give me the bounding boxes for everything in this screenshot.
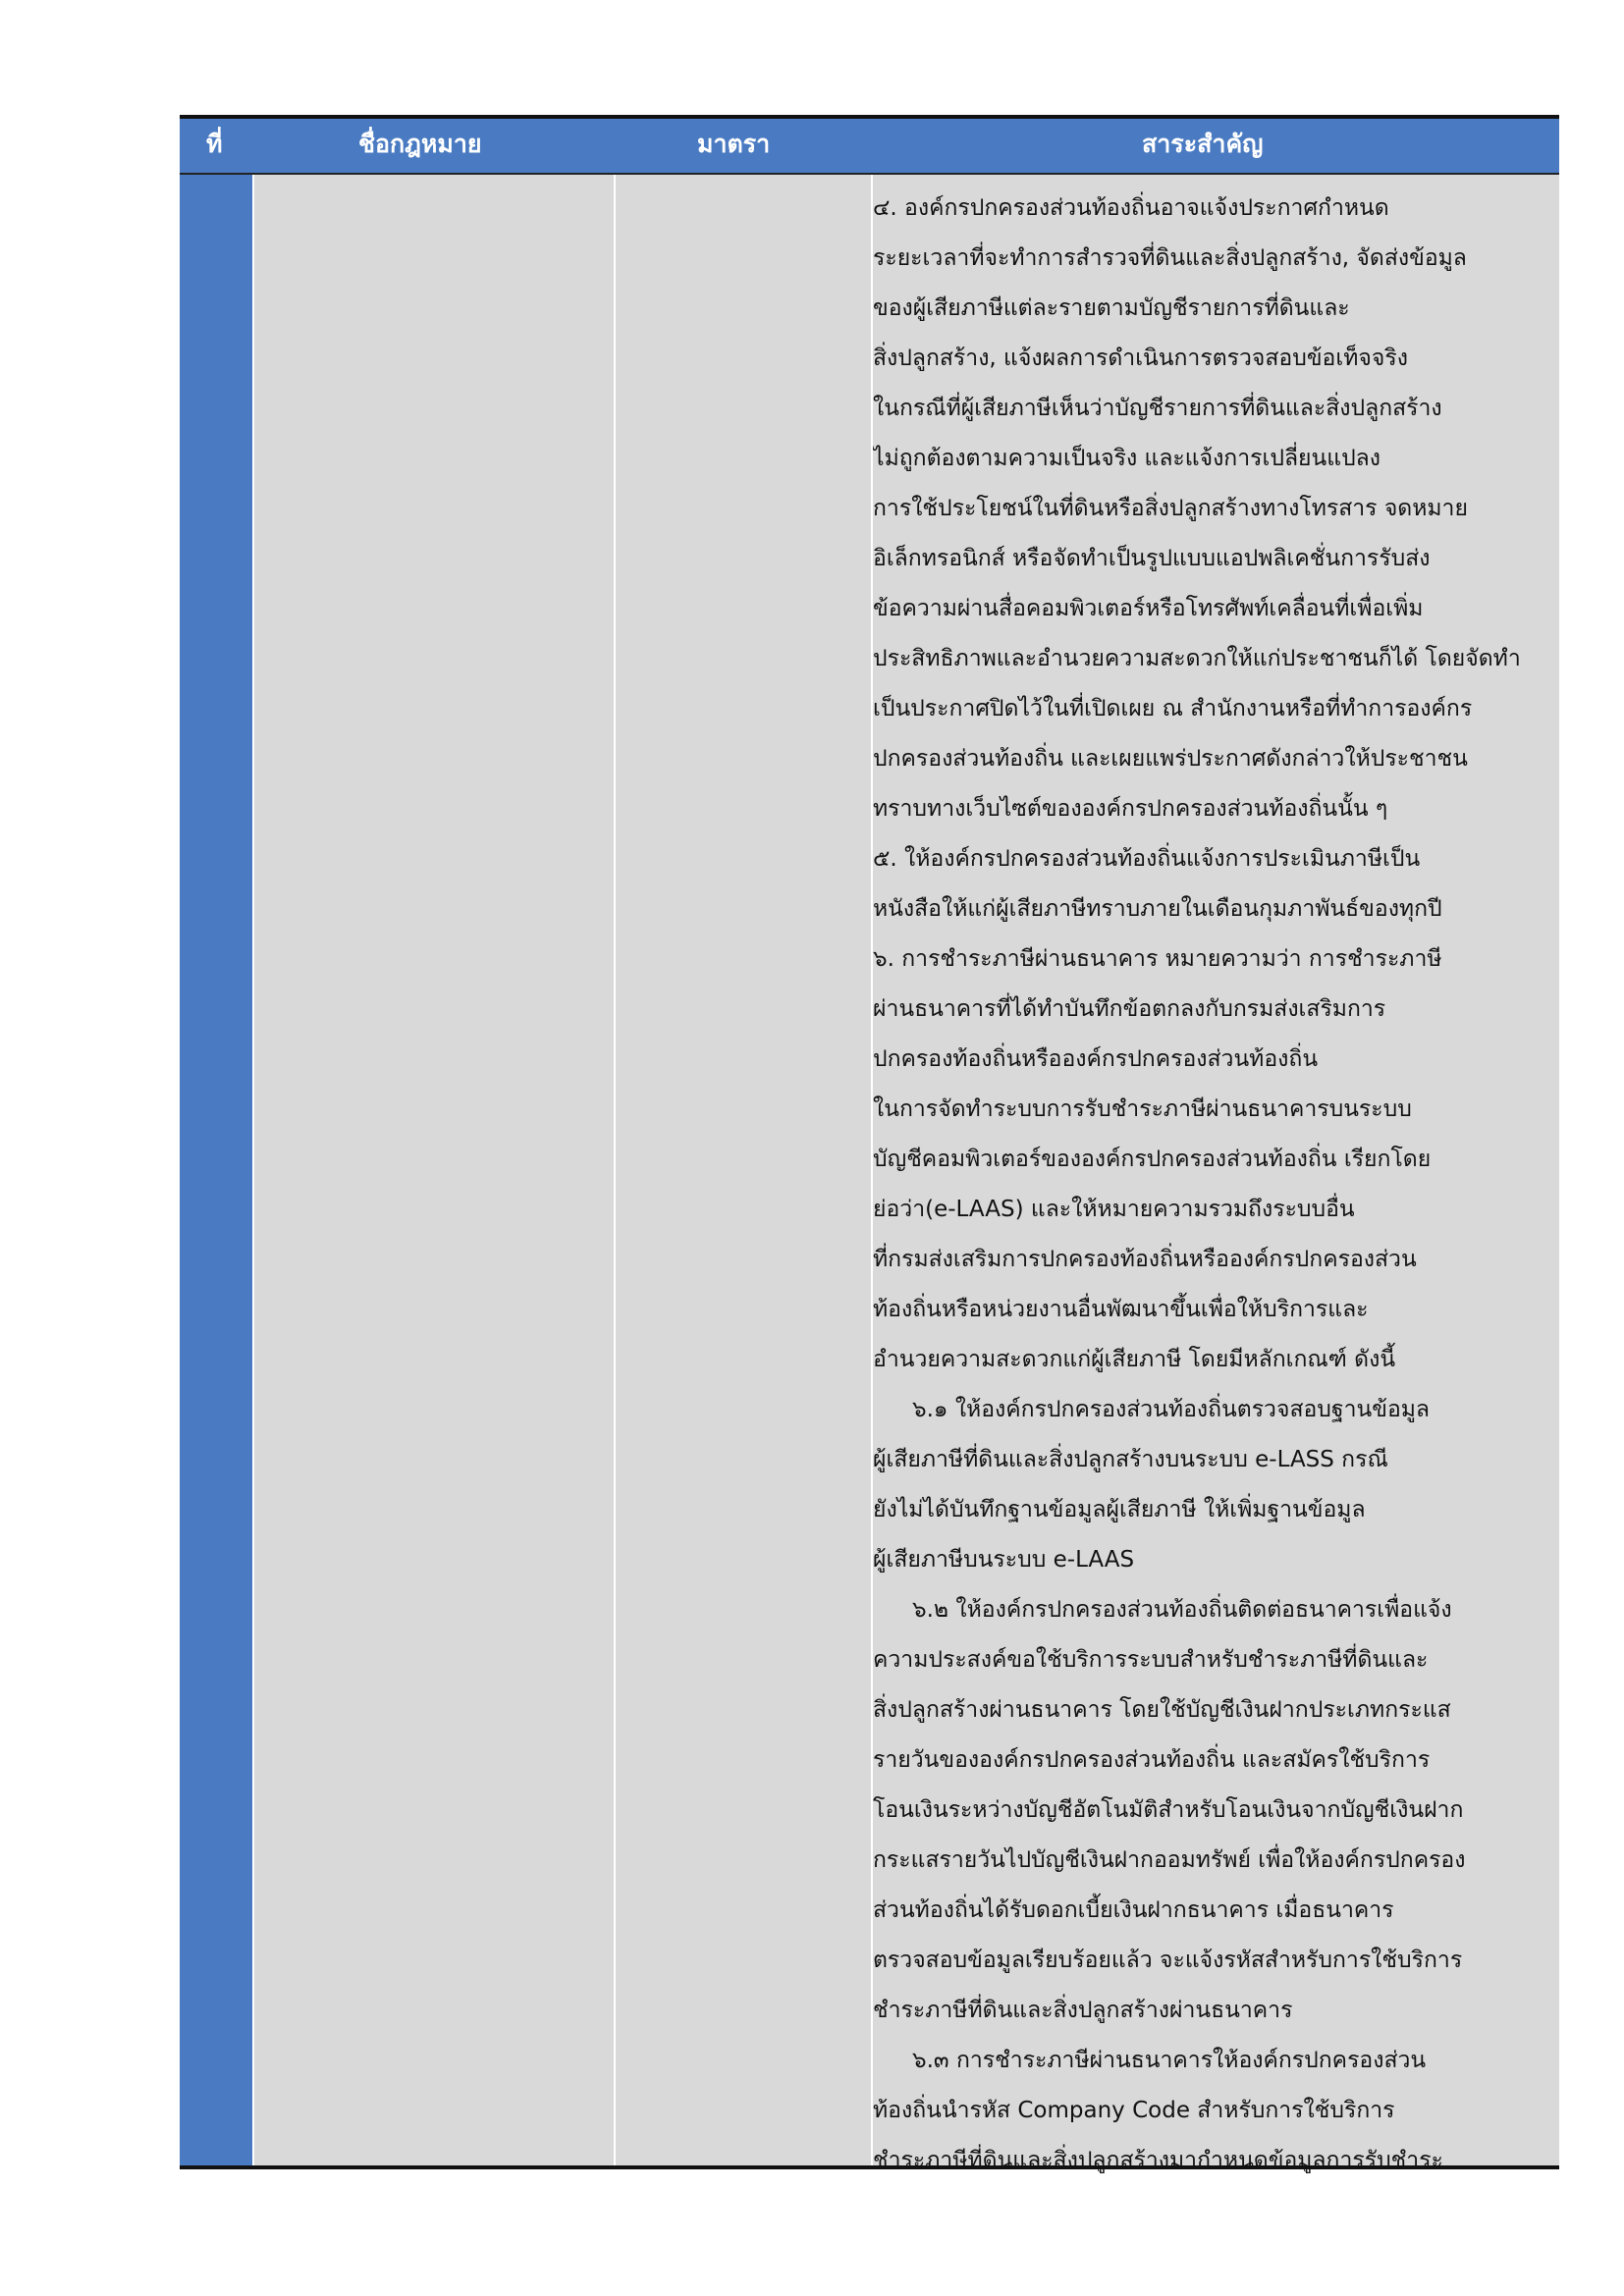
law-table [180, 115, 1559, 2173]
column-section [616, 175, 871, 2165]
essence-line: อิเล็กทรอนิกส์ หรือจัดทำเป็นรูปแบบแอปพลิเคชั่นการรับส่ง [873, 546, 1431, 571]
essence-line: ไม่ถูกต้องตามความเป็นจริง และแจ้งการเปลี่ยนแปลง [873, 446, 1381, 471]
essence-line: ในกรณีที่ผู้เสียภาษีเห็นว่าบัญชีรายการที่ดินและสิ่งปลูกสร้าง [873, 396, 1442, 421]
essence-line: อำนวยความสะดวกแก่ผู้เสียภาษี โดยมีหลักเกณฑ์ ดังนี้ [873, 1347, 1396, 1372]
essence-line: ประสิทธิภาพและอำนวยความสะดวกให้แก่ประชาชนก็ได้ โดยจัดทำ [873, 646, 1521, 671]
essence-line: กระแสรายวันไปบัญชีเงินฝากออมทรัพย์ เพื่อให้องค์กรปกครอง [873, 1847, 1466, 1873]
essence-line: บัญชีคอมพิวเตอร์ขององค์กรปกครองส่วนท้องถิ่น เรียกโดย [873, 1147, 1432, 1172]
essence-line: ทราบทางเว็บไซต์ขององค์กรปกครองส่วนท้องถิ่นนั้น ๆ [873, 796, 1388, 822]
essence-line: ๔. องค์กรปกครองส่วนท้องถิ่นอาจแจ้งประกาศกำหนด [873, 195, 1389, 221]
essence-line: ผู้เสียภาษีที่ดินและสิ่งปลูกสร้างบนระบบ e-LASS กรณี [873, 1447, 1388, 1472]
column-law-name [254, 175, 614, 2165]
essence-line: สิ่งปลูกสร้าง, แจ้งผลการดำเนินการตรวจสอบข้อเท็จจริง [873, 346, 1408, 371]
essence-line: ชำระภาษีที่ดินและสิ่งปลูกสร้างมากำหนดข้อมูลการรับชำระ [873, 2148, 1443, 2173]
header-law-name: ชื่อกฎหมาย [358, 130, 482, 158]
essence-line: ย่อว่า(e-LAAS) และให้หมายความรวมถึงระบบอื่น [873, 1197, 1355, 1222]
essence-line: ๖.๑ ให้องค์กรปกครองส่วนท้องถิ่นตรวจสอบฐานข้อมูล [912, 1397, 1431, 1422]
essence-line: ตรวจสอบข้อมูลเรียบร้อยแล้ว จะแจ้งรหัสสำหรับการใช้บริการ [873, 1948, 1463, 1973]
essence-line: ในการจัดทำระบบการรับชำระภาษีผ่านธนาคารบนระบบ [873, 1096, 1412, 1122]
header-no: ที่ [206, 130, 223, 158]
essence-line: ๖.๒ ให้องค์กรปกครองส่วนท้องถิ่นติดต่อธนาคารเพื่อแจ้ง [912, 1597, 1452, 1623]
table-header [180, 119, 1559, 175]
header-essence: สาระสำคัญ [1142, 130, 1264, 158]
essence-line: ท้องถิ่นนำรหัส Company Code สำหรับการใช้บริการ [873, 2098, 1395, 2123]
essence-line: ผู้เสียภาษีบนระบบ e-LAAS [873, 1547, 1135, 1573]
essence-line: ๖.๓ การชำระภาษีผ่านธนาคารให้องค์กรปกครองส่วน [912, 2048, 1427, 2073]
essence-line: ยังไม่ได้บันทึกฐานข้อมูลผู้เสียภาษี ให้เพิ่มฐานข้อมูล [873, 1497, 1366, 1522]
essence-line: ของผู้เสียภาษีแต่ละรายตามบัญชีรายการที่ดินและ [873, 295, 1350, 321]
essence-line: ความประสงค์ขอใช้บริการระบบสำหรับชำระภาษีที่ดินและ [873, 1647, 1429, 1673]
essence-line: ผ่านธนาคารที่ได้ทำบันทึกข้อตกลงกับกรมส่งเสริมการ [873, 996, 1386, 1022]
essence-line: ระยะเวลาที่จะทำการสำรวจที่ดินและสิ่งปลูกสร้าง, จัดส่งข้อมูล [873, 245, 1467, 271]
essence-line: ชำระภาษีที่ดินและสิ่งปลูกสร้างผ่านธนาคาร [873, 1998, 1293, 2023]
header-section: มาตรา [697, 130, 771, 158]
essence-line: รายวันขององค์กรปกครองส่วนท้องถิ่น และสมัครใช้บริการ [873, 1747, 1431, 1773]
essence-line: ส่วนท้องถิ่นได้รับดอกเบี้ยเงินฝากธนาคาร เมื่อธนาคาร [873, 1897, 1394, 1923]
essence-line: ๖. การชำระภาษีผ่านธนาคาร หมายความว่า การชำระภาษี [873, 946, 1442, 972]
essence-line: ๕. ให้องค์กรปกครองส่วนท้องถิ่นแจ้งการประเมินภาษีเป็น [873, 846, 1421, 872]
essence-line: หนังสือให้แก่ผู้เสียภาษีทราบภายในเดือนกุมภาพันธ์ของทุกปี [873, 896, 1442, 922]
essence-line: ที่กรมส่งเสริมการปกครองท้องถิ่นหรือองค์กรปกครองส่วน [873, 1247, 1417, 1272]
essence-line: การใช้ประโยชน์ในที่ดินหรือสิ่งปลูกสร้างทางโทรสาร จดหมาย [873, 496, 1468, 521]
essence-line: โอนเงินระหว่างบัญชีอัตโนมัติสำหรับโอนเงินจากบัญชีเงินฝาก [873, 1797, 1464, 1823]
essence-line: ท้องถิ่นหรือหน่วยงานอื่นพัฒนาขึ้นเพื่อให้บริการและ [873, 1297, 1369, 1322]
essence-line: ปกครองส่วนท้องถิ่น และเผยแพร่ประกาศดังกล่าวให้ประชาชน [873, 746, 1468, 772]
essence-line: ข้อความผ่านสื่อคอมพิวเตอร์หรือโทรศัพท์เคลื่อนที่เพื่อเพิ่ม [873, 596, 1424, 621]
essence-line: สิ่งปลูกสร้างผ่านธนาคาร โดยใช้บัญชีเงินฝากประเภทกระแส [873, 1697, 1451, 1723]
essence-line: ปกครองท้องถิ่นหรือองค์กรปกครองส่วนท้องถิ่น [873, 1046, 1319, 1072]
essence-line: เป็นประกาศปิดไว้ในที่เปิดเผย ณ สำนักงานหรือที่ทำการองค์กร [873, 696, 1473, 721]
essence-text [873, 184, 1552, 2186]
column-no [180, 175, 252, 2165]
